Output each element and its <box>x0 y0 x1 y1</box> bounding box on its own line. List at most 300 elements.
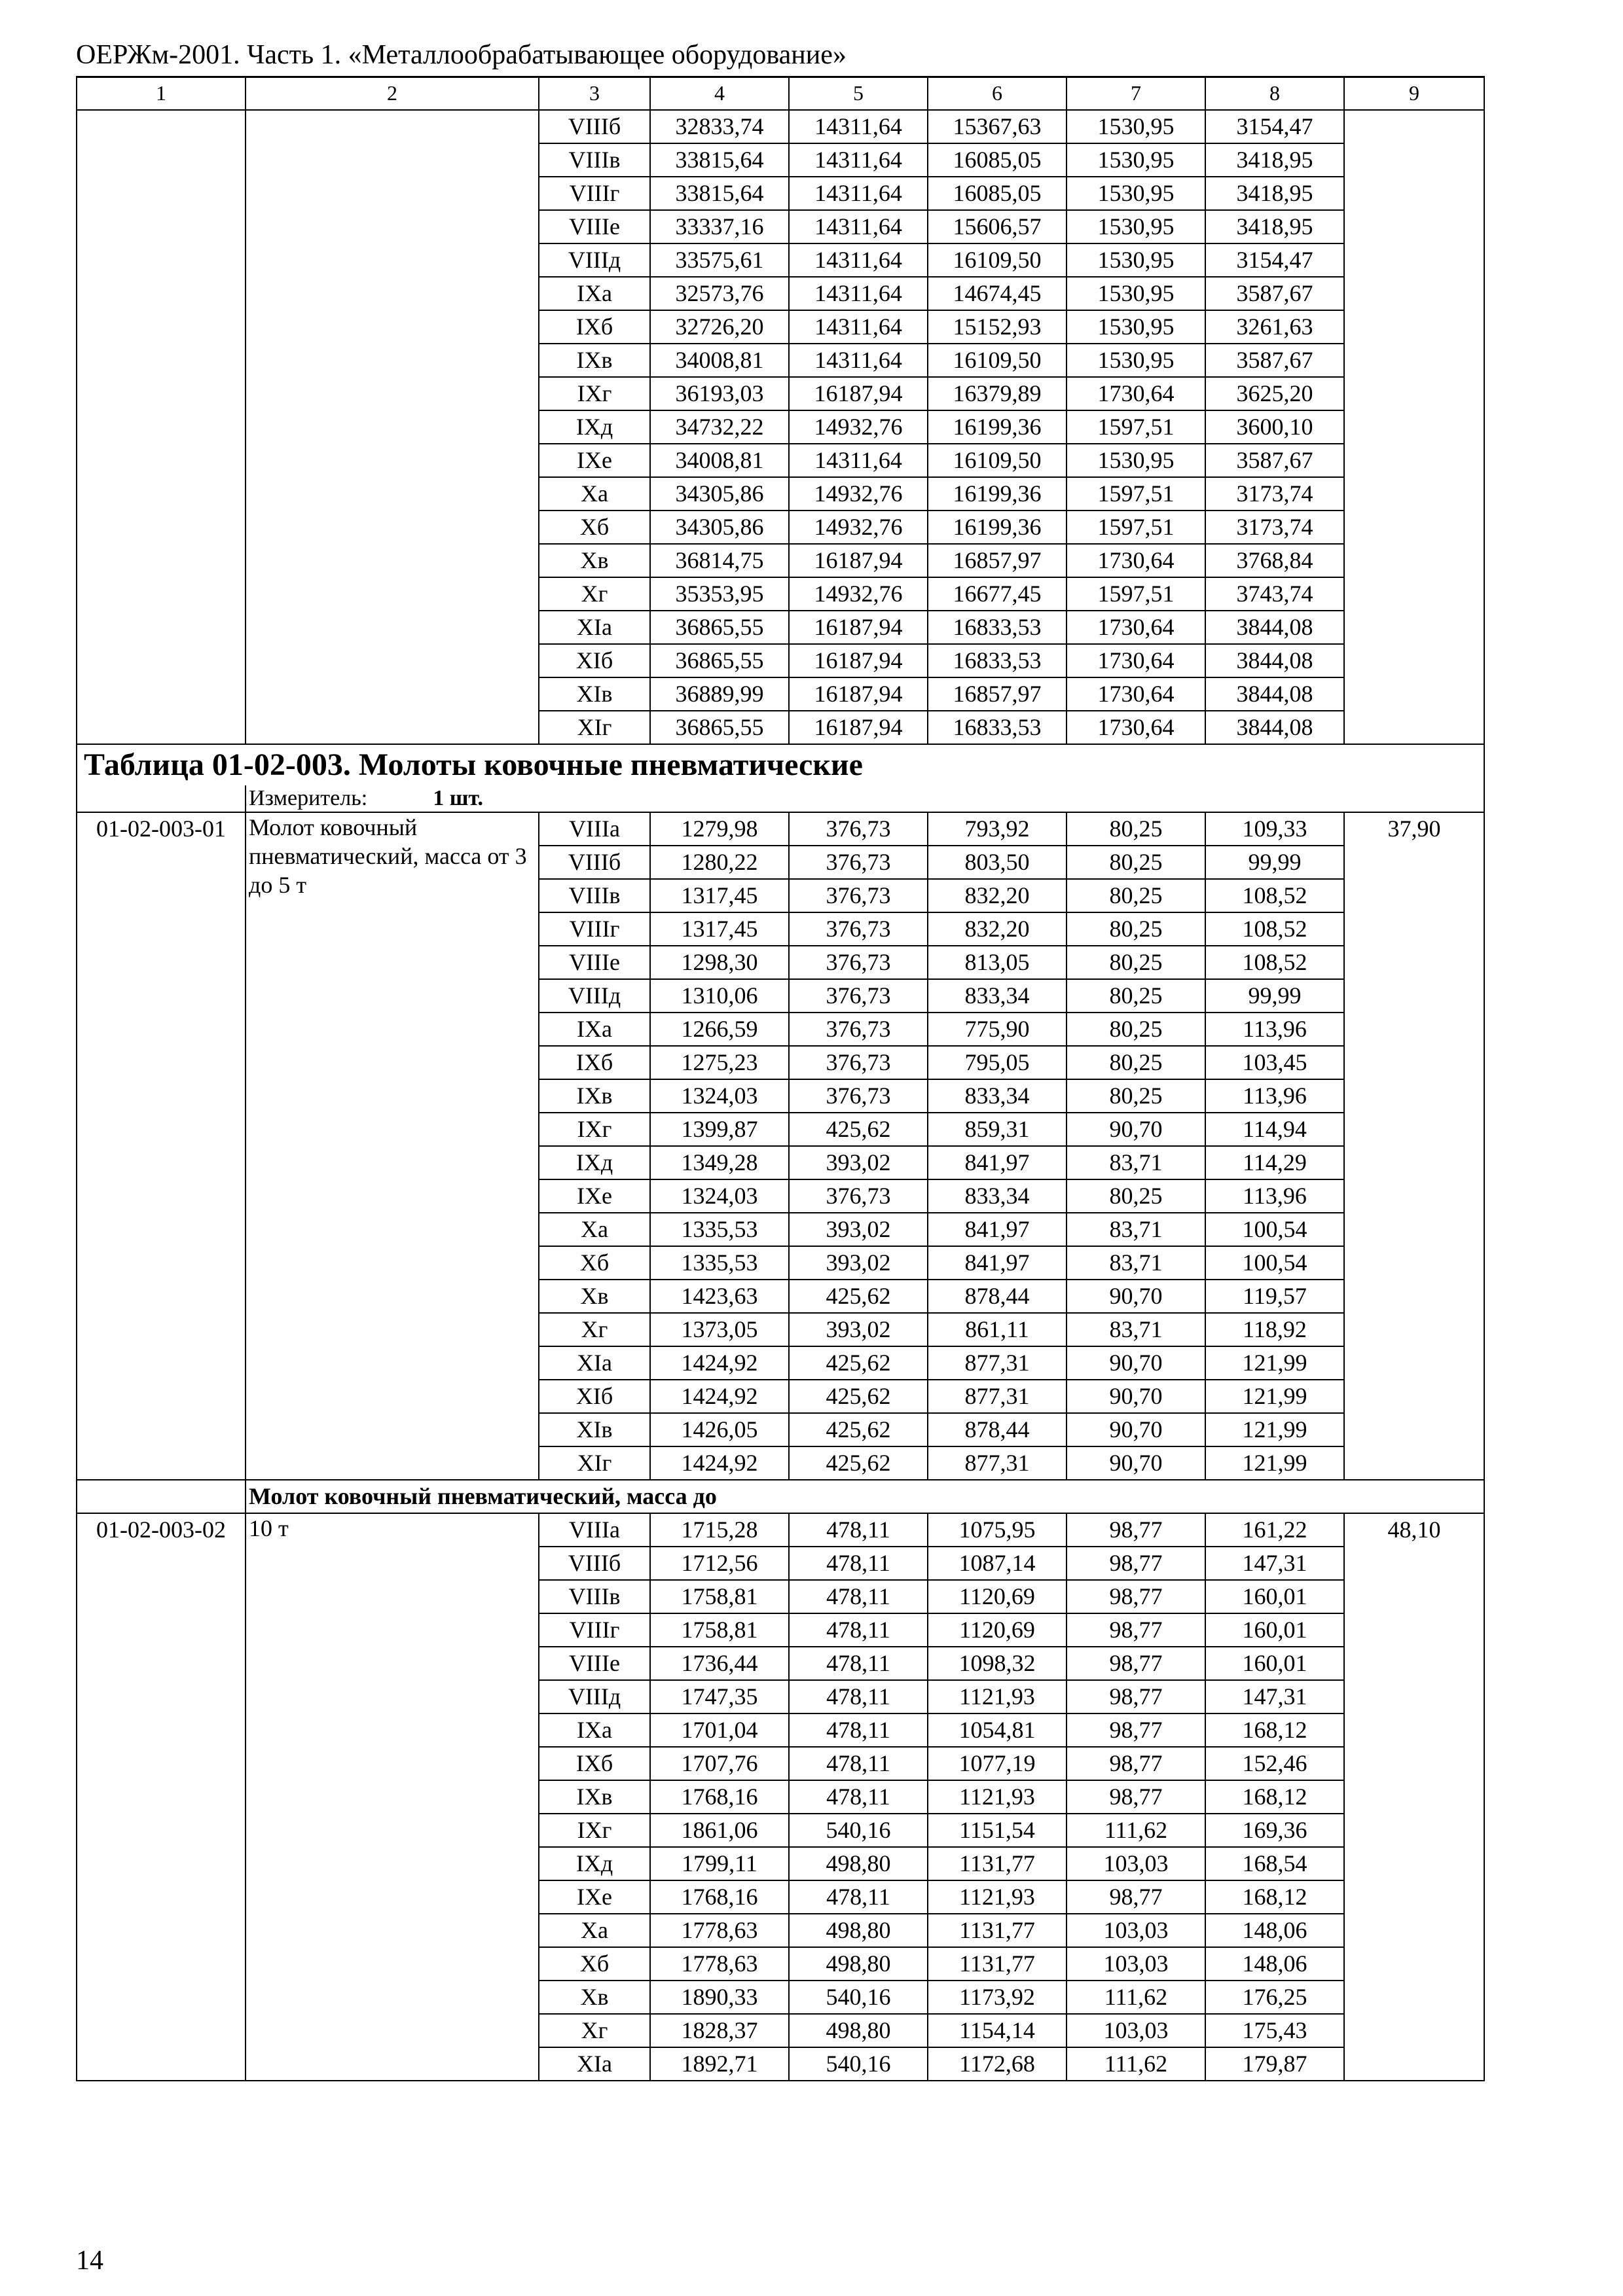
running-header: ОЕРЖм-2001. Часть 1. «Металлообрабатывающее оборудование» <box>76 37 1484 78</box>
value-cell: 36889,99 <box>650 677 789 711</box>
value-cell: 498,80 <box>789 1947 928 1981</box>
value-cell: 1335,53 <box>650 1213 789 1246</box>
value-cell: 90,70 <box>1067 1446 1205 1480</box>
value-cell: 16187,94 <box>789 677 928 711</box>
value-cell: 33337,16 <box>650 210 789 243</box>
value-cell: 14311,64 <box>789 310 928 344</box>
zone-code: Xв <box>539 1280 650 1313</box>
zone-code: Xа <box>539 1914 650 1947</box>
value-cell: 147,31 <box>1205 1680 1344 1713</box>
value-cell: 103,03 <box>1067 1947 1205 1981</box>
zone-code: Xб <box>539 1246 650 1280</box>
value-cell: 1275,23 <box>650 1046 789 1079</box>
value-cell: 36193,03 <box>650 377 789 410</box>
value-cell: 478,11 <box>789 1547 928 1580</box>
zone-code: XIа <box>539 1346 650 1380</box>
value-cell: 1747,35 <box>650 1680 789 1713</box>
value-cell: 90,70 <box>1067 1380 1205 1413</box>
zone-code: VIIIб <box>539 846 650 879</box>
value-cell: 833,34 <box>928 1079 1067 1113</box>
value-cell: 80,25 <box>1067 1013 1205 1046</box>
zone-code: IXг <box>539 377 650 410</box>
labor-cost <box>1344 110 1484 744</box>
value-cell: 16109,50 <box>928 344 1067 377</box>
value-cell: 498,80 <box>789 2014 928 2047</box>
value-cell: 1530,95 <box>1067 310 1205 344</box>
value-cell: 1280,22 <box>650 846 789 879</box>
value-cell: 3600,10 <box>1205 410 1344 444</box>
value-cell: 1298,30 <box>650 946 789 979</box>
value-cell: 14311,64 <box>789 110 928 143</box>
value-cell: 1730,64 <box>1067 377 1205 410</box>
value-cell: 1426,05 <box>650 1413 789 1446</box>
value-cell: 1861,06 <box>650 1814 789 1847</box>
zone-code: IXе <box>539 1880 650 1914</box>
value-cell: 179,87 <box>1205 2047 1344 2081</box>
value-cell: 3587,67 <box>1205 444 1344 477</box>
value-cell: 1778,63 <box>650 1947 789 1981</box>
value-cell: 859,31 <box>928 1113 1067 1146</box>
zone-code: XIв <box>539 677 650 711</box>
value-cell: 16187,94 <box>789 711 928 744</box>
value-cell: 168,12 <box>1205 1880 1344 1914</box>
value-cell: 1530,95 <box>1067 344 1205 377</box>
value-cell: 16857,97 <box>928 677 1067 711</box>
value-cell: 16187,94 <box>789 611 928 644</box>
value-cell: 1054,81 <box>928 1713 1067 1747</box>
value-cell: 1758,81 <box>650 1613 789 1647</box>
zone-code: Xг <box>539 577 650 611</box>
value-cell: 1778,63 <box>650 1914 789 1947</box>
table-title: Таблица 01-02-003. Молоты ковочные пневматические <box>77 744 1484 785</box>
value-cell: 1121,93 <box>928 1880 1067 1914</box>
value-cell: 16833,53 <box>928 644 1067 677</box>
value-cell: 111,62 <box>1067 1981 1205 2014</box>
value-cell: 376,73 <box>789 1013 928 1046</box>
value-cell: 1530,95 <box>1067 243 1205 277</box>
value-cell: 16833,53 <box>928 711 1067 744</box>
value-cell: 1530,95 <box>1067 110 1205 143</box>
value-cell: 16833,53 <box>928 611 1067 644</box>
value-cell: 1715,28 <box>650 1513 789 1547</box>
value-cell: 148,06 <box>1205 1914 1344 1947</box>
value-cell: 98,77 <box>1067 1613 1205 1647</box>
table-row <box>77 110 1484 143</box>
value-cell: 376,73 <box>789 946 928 979</box>
heading-spacer <box>77 1480 246 1513</box>
value-cell: 113,96 <box>1205 1079 1344 1113</box>
zone-code: IXд <box>539 410 650 444</box>
value-cell: 775,90 <box>928 1013 1067 1046</box>
value-cell: 1758,81 <box>650 1580 789 1613</box>
page-number: 14 <box>76 2246 103 2276</box>
value-cell: 376,73 <box>789 1079 928 1113</box>
zone-code: VIIIе <box>539 1647 650 1680</box>
value-cell: 425,62 <box>789 1113 928 1146</box>
value-cell: 841,97 <box>928 1213 1067 1246</box>
value-cell: 3418,95 <box>1205 177 1344 210</box>
zone-code: VIIIд <box>539 243 650 277</box>
value-cell: 861,11 <box>928 1313 1067 1346</box>
value-cell: 168,54 <box>1205 1847 1344 1880</box>
zone-code: VIIIг <box>539 1613 650 1647</box>
value-cell: 121,99 <box>1205 1413 1344 1446</box>
value-cell: 80,25 <box>1067 946 1205 979</box>
value-cell: 376,73 <box>789 1179 928 1213</box>
value-cell: 1098,32 <box>928 1647 1067 1680</box>
value-cell: 1712,56 <box>650 1547 789 1580</box>
value-cell: 1730,64 <box>1067 544 1205 577</box>
value-cell: 14311,64 <box>789 177 928 210</box>
value-cell: 3844,08 <box>1205 677 1344 711</box>
value-cell: 1324,03 <box>650 1179 789 1213</box>
item-heading-row <box>77 1480 1484 1513</box>
value-cell: 36865,55 <box>650 711 789 744</box>
value-cell: 98,77 <box>1067 1647 1205 1680</box>
column-number: 5 <box>789 77 928 110</box>
value-cell: 833,34 <box>928 979 1067 1013</box>
value-cell: 34305,86 <box>650 477 789 511</box>
value-cell: 16677,45 <box>928 577 1067 611</box>
value-cell: 1424,92 <box>650 1380 789 1413</box>
value-cell: 1121,93 <box>928 1780 1067 1814</box>
value-cell: 1335,53 <box>650 1246 789 1280</box>
item-name: Молот ковочный пневматический, масса от 3 до 5 т <box>246 812 539 1480</box>
value-cell: 111,62 <box>1067 1814 1205 1847</box>
value-cell: 1597,51 <box>1067 511 1205 544</box>
value-cell: 103,03 <box>1067 1914 1205 1947</box>
value-cell: 1324,03 <box>650 1079 789 1113</box>
value-cell: 425,62 <box>789 1413 928 1446</box>
value-cell: 1799,11 <box>650 1847 789 1880</box>
value-cell: 113,96 <box>1205 1013 1344 1046</box>
zone-code: XIа <box>539 611 650 644</box>
value-cell: 14311,64 <box>789 277 928 310</box>
zone-code: VIIIа <box>539 1513 650 1547</box>
value-cell: 3743,74 <box>1205 577 1344 611</box>
value-cell: 99,99 <box>1205 979 1344 1013</box>
zone-code: IXв <box>539 1079 650 1113</box>
value-cell: 1730,64 <box>1067 611 1205 644</box>
zone-code: VIIIв <box>539 1580 650 1613</box>
value-cell: 121,99 <box>1205 1446 1344 1480</box>
value-cell: 33815,64 <box>650 143 789 177</box>
value-cell: 393,02 <box>789 1246 928 1280</box>
value-cell: 160,01 <box>1205 1580 1344 1613</box>
table-row <box>77 1513 1484 1547</box>
value-cell: 33575,61 <box>650 243 789 277</box>
value-cell: 80,25 <box>1067 912 1205 946</box>
zone-code: Xв <box>539 544 650 577</box>
value-cell: 3173,74 <box>1205 477 1344 511</box>
value-cell: 1597,51 <box>1067 577 1205 611</box>
value-cell: 14932,76 <box>789 410 928 444</box>
value-cell: 1701,04 <box>650 1713 789 1747</box>
value-cell: 1349,28 <box>650 1146 789 1179</box>
value-cell: 98,77 <box>1067 1747 1205 1780</box>
value-cell: 1530,95 <box>1067 277 1205 310</box>
value-cell: 1399,87 <box>650 1113 789 1146</box>
value-cell: 35353,95 <box>650 577 789 611</box>
value-cell: 16109,50 <box>928 243 1067 277</box>
measure-row <box>77 785 1484 812</box>
value-cell: 119,57 <box>1205 1280 1344 1313</box>
value-cell: 393,02 <box>789 1313 928 1346</box>
value-cell: 1424,92 <box>650 1446 789 1480</box>
value-cell: 3154,47 <box>1205 243 1344 277</box>
value-cell: 1530,95 <box>1067 210 1205 243</box>
value-cell: 1120,69 <box>928 1580 1067 1613</box>
value-cell: 118,92 <box>1205 1313 1344 1346</box>
value-cell: 3261,63 <box>1205 310 1344 344</box>
value-cell: 478,11 <box>789 1780 928 1814</box>
value-cell: 32833,74 <box>650 110 789 143</box>
value-cell: 168,12 <box>1205 1713 1344 1747</box>
value-cell: 16379,89 <box>928 377 1067 410</box>
value-cell: 16857,97 <box>928 544 1067 577</box>
zone-code: Xг <box>539 1313 650 1346</box>
value-cell: 1075,95 <box>928 1513 1067 1547</box>
value-cell: 98,77 <box>1067 1680 1205 1713</box>
value-cell: 1121,93 <box>928 1680 1067 1713</box>
measure-value: 1 шт. <box>433 786 484 810</box>
value-cell: 103,03 <box>1067 1847 1205 1880</box>
value-cell: 83,71 <box>1067 1246 1205 1280</box>
value-cell: 15606,57 <box>928 210 1067 243</box>
value-cell: 169,36 <box>1205 1814 1344 1847</box>
value-cell: 14311,64 <box>789 210 928 243</box>
value-cell: 1828,37 <box>650 2014 789 2047</box>
value-cell: 100,54 <box>1205 1213 1344 1246</box>
zone-code: Xв <box>539 1981 650 2014</box>
zone-code: IXа <box>539 1013 650 1046</box>
value-cell: 3418,95 <box>1205 210 1344 243</box>
value-cell: 1310,06 <box>650 979 789 1013</box>
value-cell: 478,11 <box>789 1613 928 1647</box>
value-cell: 793,92 <box>928 812 1067 846</box>
value-cell: 160,01 <box>1205 1647 1344 1680</box>
value-cell: 3173,74 <box>1205 511 1344 544</box>
value-cell: 98,77 <box>1067 1513 1205 1547</box>
value-cell: 160,01 <box>1205 1613 1344 1647</box>
table-title-row <box>77 744 1484 785</box>
price-table <box>76 76 1485 2081</box>
column-number: 7 <box>1067 77 1205 110</box>
value-cell: 16187,94 <box>789 377 928 410</box>
value-cell: 80,25 <box>1067 879 1205 912</box>
value-cell: 111,62 <box>1067 2047 1205 2081</box>
item-code <box>77 110 246 744</box>
zone-code: VIIIе <box>539 946 650 979</box>
value-cell: 80,25 <box>1067 1046 1205 1079</box>
value-cell: 34732,22 <box>650 410 789 444</box>
column-number: 6 <box>928 77 1067 110</box>
value-cell: 90,70 <box>1067 1113 1205 1146</box>
value-cell: 878,44 <box>928 1280 1067 1313</box>
value-cell: 393,02 <box>789 1146 928 1179</box>
value-cell: 393,02 <box>789 1213 928 1246</box>
value-cell: 3587,67 <box>1205 277 1344 310</box>
value-cell: 425,62 <box>789 1346 928 1380</box>
value-cell: 1597,51 <box>1067 477 1205 511</box>
value-cell: 478,11 <box>789 1747 928 1780</box>
zone-code: Xа <box>539 1213 650 1246</box>
value-cell: 478,11 <box>789 1680 928 1713</box>
value-cell: 83,71 <box>1067 1313 1205 1346</box>
value-cell: 3844,08 <box>1205 644 1344 677</box>
zone-code: IXг <box>539 1814 650 1847</box>
zone-code: IXе <box>539 444 650 477</box>
value-cell: 877,31 <box>928 1380 1067 1413</box>
value-cell: 832,20 <box>928 912 1067 946</box>
item-code: 01-02-003-01 <box>77 812 246 1480</box>
value-cell: 14932,76 <box>789 511 928 544</box>
value-cell: 540,16 <box>789 2047 928 2081</box>
value-cell: 175,43 <box>1205 2014 1344 2047</box>
value-cell: 841,97 <box>928 1146 1067 1179</box>
value-cell: 813,05 <box>928 946 1067 979</box>
value-cell: 109,33 <box>1205 812 1344 846</box>
value-cell: 108,52 <box>1205 946 1344 979</box>
value-cell: 1154,14 <box>928 2014 1067 2047</box>
zone-code: XIг <box>539 1446 650 1480</box>
zone-code: XIб <box>539 1380 650 1413</box>
value-cell: 1424,92 <box>650 1346 789 1380</box>
value-cell: 14311,64 <box>789 444 928 477</box>
value-cell: 16187,94 <box>789 644 928 677</box>
zone-code: VIIIа <box>539 812 650 846</box>
value-cell: 3154,47 <box>1205 110 1344 143</box>
value-cell: 540,16 <box>789 1814 928 1847</box>
value-cell: 36814,75 <box>650 544 789 577</box>
column-number: 1 <box>77 77 246 110</box>
zone-code: IXб <box>539 1046 650 1079</box>
value-cell: 1892,71 <box>650 2047 789 2081</box>
value-cell: 148,06 <box>1205 1947 1344 1981</box>
value-cell: 3844,08 <box>1205 611 1344 644</box>
labor-cost: 48,10 <box>1344 1513 1484 2081</box>
value-cell: 80,25 <box>1067 1179 1205 1213</box>
value-cell: 16187,94 <box>789 544 928 577</box>
value-cell: 1530,95 <box>1067 177 1205 210</box>
value-cell: 1730,64 <box>1067 677 1205 711</box>
value-cell: 36865,55 <box>650 644 789 677</box>
value-cell: 3844,08 <box>1205 711 1344 744</box>
value-cell: 1120,69 <box>928 1613 1067 1647</box>
zone-code: XIб <box>539 644 650 677</box>
value-cell: 15367,63 <box>928 110 1067 143</box>
value-cell: 1373,05 <box>650 1313 789 1346</box>
value-cell: 478,11 <box>789 1713 928 1747</box>
value-cell: 147,31 <box>1205 1547 1344 1580</box>
value-cell: 376,73 <box>789 979 928 1013</box>
value-cell: 1730,64 <box>1067 711 1205 744</box>
value-cell: 32726,20 <box>650 310 789 344</box>
measure-cell <box>246 785 1484 812</box>
value-cell: 114,94 <box>1205 1113 1344 1146</box>
value-cell: 1423,63 <box>650 1280 789 1313</box>
value-cell: 168,12 <box>1205 1780 1344 1814</box>
table-row <box>77 812 1484 846</box>
value-cell: 114,29 <box>1205 1146 1344 1179</box>
value-cell: 16085,05 <box>928 177 1067 210</box>
value-cell: 833,34 <box>928 1179 1067 1213</box>
zone-code: IXд <box>539 1146 650 1179</box>
value-cell: 16199,36 <box>928 410 1067 444</box>
value-cell: 161,22 <box>1205 1513 1344 1547</box>
item-name: 10 т <box>246 1513 539 2081</box>
value-cell: 90,70 <box>1067 1280 1205 1313</box>
zone-code: IXа <box>539 1713 650 1747</box>
value-cell: 3418,95 <box>1205 143 1344 177</box>
value-cell: 80,25 <box>1067 846 1205 879</box>
value-cell: 16109,50 <box>928 444 1067 477</box>
value-cell: 1317,45 <box>650 879 789 912</box>
value-cell: 34305,86 <box>650 511 789 544</box>
value-cell: 1131,77 <box>928 1914 1067 1947</box>
value-cell: 1707,76 <box>650 1747 789 1780</box>
value-cell: 832,20 <box>928 879 1067 912</box>
zone-code: XIв <box>539 1413 650 1446</box>
value-cell: 1151,54 <box>928 1814 1067 1847</box>
value-cell: 425,62 <box>789 1446 928 1480</box>
zone-code: IXе <box>539 1179 650 1213</box>
value-cell: 376,73 <box>789 846 928 879</box>
value-cell: 1172,68 <box>928 2047 1067 2081</box>
value-cell: 3587,67 <box>1205 344 1344 377</box>
value-cell: 14932,76 <box>789 477 928 511</box>
value-cell: 498,80 <box>789 1847 928 1880</box>
zone-code: VIIIг <box>539 177 650 210</box>
value-cell: 152,46 <box>1205 1747 1344 1780</box>
value-cell: 83,71 <box>1067 1146 1205 1179</box>
value-cell: 99,99 <box>1205 846 1344 879</box>
value-cell: 121,99 <box>1205 1346 1344 1380</box>
zone-code: IXб <box>539 1747 650 1780</box>
column-number: 3 <box>539 77 650 110</box>
value-cell: 376,73 <box>789 1046 928 1079</box>
value-cell: 376,73 <box>789 879 928 912</box>
value-cell: 376,73 <box>789 912 928 946</box>
value-cell: 478,11 <box>789 1647 928 1680</box>
value-cell: 425,62 <box>789 1280 928 1313</box>
value-cell: 16199,36 <box>928 477 1067 511</box>
zone-code: VIIIв <box>539 879 650 912</box>
value-cell: 1730,64 <box>1067 644 1205 677</box>
zone-code: IXб <box>539 310 650 344</box>
value-cell: 1597,51 <box>1067 410 1205 444</box>
zone-code: IXг <box>539 1113 650 1146</box>
item-heading: Молот ковочный пневматический, масса до <box>246 1480 1484 1513</box>
value-cell: 498,80 <box>789 1914 928 1947</box>
value-cell: 16085,05 <box>928 143 1067 177</box>
zone-code: IXв <box>539 1780 650 1814</box>
value-cell: 478,11 <box>789 1580 928 1613</box>
zone-code: VIIIг <box>539 912 650 946</box>
value-cell: 98,77 <box>1067 1580 1205 1613</box>
value-cell: 14311,64 <box>789 243 928 277</box>
value-cell: 1736,44 <box>650 1647 789 1680</box>
value-cell: 1266,59 <box>650 1013 789 1046</box>
value-cell: 478,11 <box>789 1513 928 1547</box>
zone-code: IXа <box>539 277 650 310</box>
value-cell: 1279,98 <box>650 812 789 846</box>
measure-spacer <box>77 785 246 812</box>
labor-cost: 37,90 <box>1344 812 1484 1480</box>
value-cell: 878,44 <box>928 1413 1067 1446</box>
zone-code: VIIIб <box>539 110 650 143</box>
value-cell: 108,52 <box>1205 879 1344 912</box>
